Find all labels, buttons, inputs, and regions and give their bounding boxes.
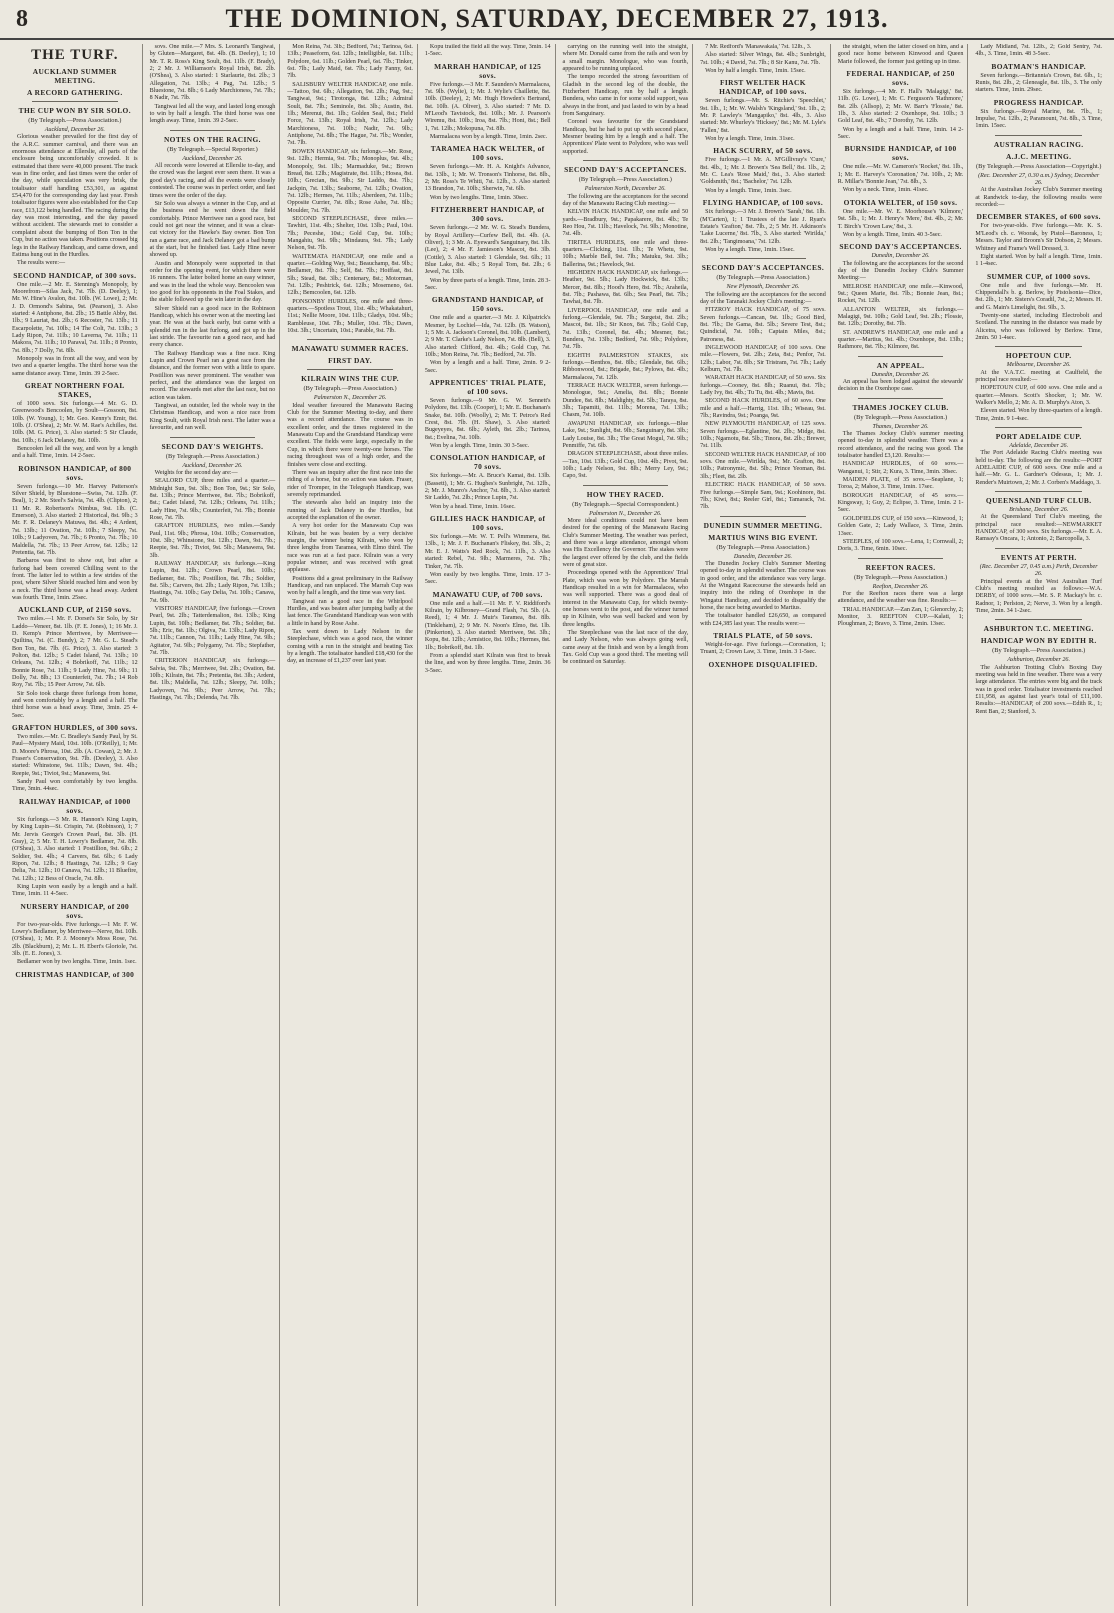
headline: TARAMEA HACK WELTER, of 100 sovs. (430, 144, 545, 163)
headline: DUNEDIN SUMMER MEETING. (703, 520, 823, 530)
byline: (By Telegraph.—Press Association.) (716, 543, 810, 551)
headline: CONSOLATION HANDICAP, of 70 sovs. (430, 453, 546, 472)
paragraph: Won by a length. Time, 1min. 31sec. (705, 136, 795, 143)
headline: MANAWATU SUMMER RACES. (291, 344, 409, 354)
paragraph: Two miles.—1 Mr. F. Dorset's Sir Solo, by Sir Laddo—Veneer, 8st. 1lb. (F. E. Jones), 1; 16 Mr. J. D. Kemp's Prince Merriwee, by Merriwee—Quiltina, 7st. (C. Bundy), 2; 7 Mr. G. L. Stead's Bon Ton, 8st. 7lb. (G. Price), 3. Also started: 3 Polton, 8st. 12lb.; 5 Cadet Island, 7st. 13lb.; 10 Orleans, 7st. 12lb.; 4 Bobrikoff, 7st. 11lb.; 12 Bonnie Rose, 7st. 11lb.; 9 Lady Hine, 7st. 9lb.; 11 Dolly, 7st. 8lb.; 13 Counterfeit, 7st. 7lb.; 14 Rob Roy, 7st. 7lb.; 15 Peer Arrow, 7st. 6lb. (12, 616, 138, 689)
paragraph: Won by two lengths. Time, 1min. 30sec. (429, 194, 529, 201)
paragraph: Seven furlongs.—2 Mr. W. G. Stead's Bundera, by Royal Artillery—Curfew Bell, 8st. 4lb. (A. Oliver), 1; 3 Mr. A. Eyeward's Sanguinary, 8st. 1lb. (Lee), 2; 4 Mr. F. Jamieson's Mascot, 8st. 3lb. (Cottle), 3. Also started: 1 Glendale, 9st. 6lb.; 11 Blue Lake, 8st. 4lb.; 5 Royal Tom, 8st. 2lb.; 6 Jewel, 7st. 13lb. (424, 225, 551, 276)
headline: GRANDSTAND HANDICAP, of 150 sovs. (431, 295, 544, 314)
paragraph: the straight, when the latter closed on him, and a good race home between Kinwood and Queen Marie followed, the former just getting up in time. (837, 44, 964, 65)
paragraph: The Steeplechase was the last race of the day, and Lady Nelson, who was always going well, came away at the finish and won by a length from Tax. Gold Cup was a good third. The meeting will be continued on Saturday. (562, 630, 689, 666)
headline: PORT ADELAIDE CUP. (995, 432, 1082, 442)
paragraph: There was an inquiry after the first race into the riding of a horse, but no action was taken. Fraser, rider of Tromper, in the Telegraph Handicap, was severely reprimanded. (287, 469, 413, 498)
headline: SECOND DAY'S ACCEPTANCES. (701, 263, 825, 273)
paragraph: From a splendid start Kilrain was first to break the line, and won by three lengths. Time, 2min. 36 3-5sec. (424, 652, 551, 674)
paragraph: SALISBURY WELTER HANDICAP, one mile.—Tattoo, 9st. 6lb.; Allegation, 9st. 2lb.; Pag, 9st.; Tangiwai, 9st.; Tirotonga, 8st. 12lb.; Admiral Soult, 8st. 7lb.; Seminole, 8st. 3lb.; Austin, 8st. 1lb.; Merenui, 8st. 1lb.; Golden Seal, 8st.; Field Force, 7st. 13lb.; Royal Irish, 7st. 12lb.; Lady Marchioness, 7st. 10lb.; Nadir, 7st. 9lb.; Antiphone, 7st. 8lb.; The Hague, 7st. 7lb.; Wonder, 7st. 7lb. (287, 81, 413, 147)
headline: SECOND DAY'S ACCEPTANCES. (564, 165, 687, 175)
paragraph: Tangiwai ran a good race in the Whirlpool Hurdles, and was beaten after jumping badly at the last fence. The Grandstand Handicap was won with a little in hand by Rose Ashe. (287, 598, 413, 627)
paragraph: ST. ANDREW'S HANDICAP, one mile and a quarter.—Martius, 9st. 4lb.; Oxenhope, 8st. 13lb.; Rathmore, 8st. 7lb.; Kilmore, 8st. (837, 329, 964, 351)
dateline: Auckland, December 26. (44, 127, 105, 133)
paragraph: TRIAL HANDICAP.—Zan Zan, 1; Glenorchy, 2; Monitor, 3. REEFTON CUP.—Kalati, 1; Ploughman, 2; Bravo, 3. Time, 2min. 13sec. (837, 606, 964, 628)
paragraph: Silver Shield ran a good race in the Robinson Handicap, which his owner won at the meeting last year. He was at the back early, but came with a splendid run in the last furlong, and got up in the last stride. The favourite ran a good race, and had every chance. (149, 305, 276, 349)
headline: GREAT NORTHERN FOAL STAKES, (24, 381, 125, 399)
paragraph: LIVERPOOL HANDICAP, one mile and a furlong.—Glendale, 9st. 7lb.; Surgeist, 8st. 2lb.; Mascot, 8st. 1lb.; Sir Knox, 8st. 7lb.; Gold Cup, 7st. 13lb.; Coronel, 8st. 4lb.; Mesmer, 8st.; Bundera, 7st. 13lb.; Bedford, 7st. 9lb.; Polydore, 7st. 7lb. (562, 307, 689, 351)
paragraph: Eight started. Won by half a length. Time, 1min. 1 1-4sec. (975, 253, 1102, 268)
dateline: Reefton, December 26. (872, 583, 929, 590)
dateline: Auckland, December 26. (182, 155, 243, 162)
dateline: Dunedin, December 26. (871, 371, 930, 378)
headline: SECOND DAY'S WEIGHTS. (161, 441, 264, 451)
headline: HOW THEY RACED. (586, 489, 664, 499)
paragraph: One mile.—Mr. W. Cameron's 'Rocket,' 8st. 1lb., 1; Mr. E. Harvey's 'Coronation,' 7st. 10lb., 2; Mr. R. Millar's 'Bonnie Jean,' 7st. 8lb., 3. (837, 164, 964, 186)
paragraph: STEEPLES, of 100 sovs.—Lena, 1; Cornwall, 2; Doris, 3. Time, 6min. 10sec. (837, 538, 964, 553)
paragraph: One mile.—Mr. W. E. Moorhouse's 'Kilmore,' 9st. 5lb., 1; Mr. J. Henry's 'Mere,' 8st. 4lb., 2; Mr. T. Birch's 'Crown Law,' 8st., 3. (837, 208, 964, 230)
paragraph: Sir Solo took charge three furlongs from home, and won comfortably by a length and a half. The third horse was a head away. Time, 3min. 25 4-5sec. (12, 690, 138, 719)
paragraph: Weights for the second day are:— (154, 469, 238, 476)
paragraph: Six furlongs.—4 Mr. F. Hall's 'Malagigi,' 8st. 11lb. (G. Lowe), 1; Mr. C. Ferguson's 'Rathmore,' 8st. 2lb. (Allsop), 2; Mr. W. Barr's 'Flossie,' 8st. 1lb., 3. Also started: 2 Oxenhope, 9st. 10lb.; 3 Gold Leaf, 8st. 4lb.; 7 Dorothy, 7st. 12lb. (837, 89, 964, 125)
paragraph: The Dunedin Jockey Club's Summer Meeting opened to-day in splendid weather. The course was in good order, and the attendance was very large. At the Wingatui Racecourse the stewards held an inquiry into the riding of Oxenhope in the Wingatui Handicap, and decided to disqualify the horse, the race being awarded to Martius. (700, 560, 826, 611)
column-rule (995, 548, 1082, 549)
paragraph: Kopu trailed the field all the way. Time, 3min. 14 1-5sec. (424, 44, 551, 58)
headline: TRIALS PLATE, of 50 sovs. (713, 630, 813, 640)
paragraph: Six furlongs.—Mr. W. T. Pell's Wimmera, 8st. 13lb., 1; Mr. J. F. Buchanan's Fliskey, 8st. 3lb., 2; Mr. E. J. Watts's Red Rock, 7st. 11lb., 3. Also started: Rebel, 7st. 9lb.; Marmeres, 7st. 7lb.; Tinker, 7st. 7lb. (424, 534, 551, 570)
paragraph: Also started: Silver Wings, 8st. 4lb.; Sunbright, 7st. 10lb.; 4 David, 7st. 7lb.; 8 Sir Kanu, 7st. 7lb. (700, 52, 826, 66)
paragraph: One mile.—2 Mr. E. Stenning's Monopoly, by Moorefrom—Silas Jack, 7st. 7lb. (D. Deeley), 1; Mr. W. Hine's Avalon, 8st. 10lb. (W. Lowe), 2; Mr. J. D. Ormond's Sabina, 9st. (Pearson), 3. Also started: 4 Antiphone, 8st. 2lb.; 15 Battle Abby, 8st. 1lb.; 9 Lauriat, 8st. 2lb.; 6 Recoster, 7st. 13lb.; 11 Escarpolette, 7st. 10lb.; 14 The Colt, 7st. 13lb.; 3 Lady Ripon, 7st. 11lb.; 10 Laverna, 7st. 11lb.; 11 Makora, 7st. 11lb.; 10 Paraval, 7st. 11lb.; 8 Pronto, 7st. 8lb.; 7 Dolly, 7st. 8lb. (12, 281, 138, 354)
paragraph: Won by a length. Time, 1min. 30 3-5sec. (429, 443, 530, 450)
paragraph: Lady Midland, 7st. 12lb., 2; Gold Sentry, 7st. 4lb., 3. Time, 1min. 48 3-5sec. (975, 44, 1102, 58)
paragraph: Six furlongs.—3 Mr. J. Brown's 'Sarah,' 8st. 1lb. (M'Carten), 1; 1 Trustees of the late J. Ryan's Estate's 'Grafton,' 8st. 7lb., 2; 5 Mr. H. Atkinson's 'Lake Lucerne,' 8st. 7lb., 3. Also started: 'Wirilda,' 8st. 2lb.; 'Tangimoana,' 7st. 12lb. (700, 209, 826, 245)
paragraph: NEW PLYMOUTH HANDICAP, of 125 sovs. Seven furlongs.—Eglantine, 9st. 2lb.; Midge, 8st. 10lb.; Ngamotu, 8st. 5lb.; Tinora, 8st. 2lb.; Brewer, 7st. 11lb. (700, 421, 826, 450)
headline: CHRISTMAS HANDICAP, of 300 (15, 969, 135, 979)
paragraph: 7 Mr. Redford's 'Manawakala,' 7st. 12lb., 3. (705, 44, 812, 50)
paragraph: SECOND WELTER HACK HANDICAP, of 100 sovs. One mile.—Wirilda, 9st.; Mr. Grafton, 8st. 10lb.; Patronymic, 8st. 5lb.; Prince Yeoman, 8st. 3lb.; Fleet, 8st. 2lb. (700, 451, 826, 480)
paragraph: For two-year-olds. Five furlongs.—1 Mr. F. W. Lowry's Bedlamer, by Merriwee—Nerve, 8st. 10lb. (O'Shea), 1; Mr. P. J. Mooney's Moss Rose, 7st. 2lb. (Blackburn), 2; Mr. L. H. Ebert's Gloriole, 7st. 3lb. (E. E. Jones), 3. (12, 921, 138, 957)
paragraph: MAIDEN PLATE, of 35 sovs.—Seaplane, 1; Toroa, 2; Mahoe, 3. Time, 1min. 17sec. (837, 477, 964, 491)
dateline: (Rec. December 27, 0.45 a.m.) Perth, December 26. (979, 563, 1098, 578)
headline: EVENTS AT PERTH. (1000, 552, 1077, 562)
paragraph: The Thames Jockey Club's summer meeting opened to-day in splendid weather. There was a record attendance, and the racing was good. The totalisator handled £3,120. Results:— (837, 431, 964, 460)
paragraph: Positions did a great preliminary in the Railway Handicap, and ran unplaced. The Marrah Cup was won by half a length, and the time was very fast. (287, 575, 413, 597)
paragraph: The results were:— (17, 260, 66, 267)
headline: OTOKIA WELTER, of 150 sovs. (843, 197, 958, 207)
paragraph: FITZROY HACK HANDICAP, of 75 sovs. Seven furlongs.—Cancan, 9st. 1lb.; Good Bird, 8st. 7lb.; De Gama, 8st. 5lb.; Severe Test, 8st.; Quindicial, 7st. 10lb.; Captain Miles, 8st.; Patroness, 8st. (700, 307, 826, 343)
headline: A RECORD GATHERING. (27, 88, 123, 97)
masthead (0, 0, 1114, 40)
paragraph: INGLEWOOD HANDICAP, of 100 sovs. One mile.—Flowers, 9st. 2lb.; Zeta, 8st.; Penfor, 7st. 12lb.; Labor, 7st. 8lb.; Sir Tristram, 7st. 7lb.; Lady Kelburn, 7st. 7lb. (700, 344, 826, 373)
paragraph: VISITORS' HANDICAP, five furlongs.—Crown Pearl, 9st. 2lb.; Tatterdemalion, 8st. 13lb.; King Lupin, 8st. 10lb.; Bedlamer, 8st. 7lb.; Soldier, 8st. 5lb.; Eric, 8st. 1lb.; Olgiva, 7st. 13lb.; Lady Ripon, 7st. 11lb.; Cannon, 7st. 11lb.; Lady Hine, 7st. 9lb.; Agitator, 7st. 9lb.; Polygamy, 7st. 7lb.; Stepfather, 7st. 7lb. (149, 606, 276, 657)
paragraph: Six furlongs.—3 Mr. R. Hannon's King Lupin, by King Lupin—St. Crispin, 7st. (Robinson), 1; 7 Mr. Jervis George's Crown Pearl, 8st. 3lb. (H. Gray), 2; 5 Mr. T. H. Lowry's Bedlamer, 7st. 8lb. (O'Shea), 3. Also started: 1 Postillion, 9st. 6lb.; 2 Soldier, 9st. 4lb.; 4 Carvers, 8st. 6lb.; 6 Lady Ripon, 7st. 12lb.; 8 Hastings, 7st. 12lb.; 9 Gay Delia, 7st. 12lb.; 10 Canava, 7st. 12lb.; 11 Bluefire, 7st. 12lb.; 12 Bess of Oracle, 7st. 8lb. (12, 816, 138, 882)
column-rule (170, 437, 256, 438)
paragraph: Won by a head. Time, 1min. 16sec. (429, 503, 516, 510)
paragraph: Won by a neck. Time, 1min. 41sec. (842, 187, 929, 194)
paragraph: The Ashburton Trotting Club's Boxing Day meeting was held in fine weather. There was a very large attendance. The entries were big and the track was in good order. Totalisator investments reached £11,958, as against last year's total of £11,100. Results:—HANDICAP, of 200 sovs.—Edith R., 1; Rent Ban, 2; Stanford, 3. (975, 664, 1102, 715)
headline: AN APPEAL. (876, 360, 925, 370)
paragraph: BOROUGH HANDICAP, of 45 sovs.—Kingsway, 1; Guy, 2; Eclipse, 3. Time, 1min. 2 1-5sec. (837, 492, 964, 514)
column-rule (995, 135, 1082, 136)
headline: NOTES ON THE RACING. (163, 134, 261, 144)
paragraph: Tax went down to Lady Nelson in the Steeplechase, which was a good race, the winner coming with a run in the straight and beating Tax by a length. The totalisator handled £18,430 for the day, an increase of £1,237 over last year. (287, 629, 413, 665)
paragraph: The totalisator handled £26,650, as compared with £24,385 last year. The results were:— (700, 613, 826, 627)
paragraph: More ideal conditions could not have been desired for the opening of the Manawatu Racing Club's Summer Meeting. The weather was perfect, and there was a large attendance, amongst whom was His Excellency the Governor. The stakes were the largest ever offered by the club, and the fields were of great size. (562, 517, 689, 568)
paragraph: RAILWAY HANDICAP, six furlongs.—King Lupin, 8st. 12lb.; Crown Pearl, 8st. 10lb.; Bedlamer, 8st. 7lb.; Postillion, 8st. 7lb.; Soldier, 8st. 5lb.; Carvers, 8st. 2lb.; Lady Ripon, 7st. 13lb.; Hastings, 7st. 10lb.; Gay Delia, 7st. 10lb.; Canava, 7st. 9lb. (149, 560, 276, 604)
headline: GRAFTON HURDLES, of 300 sovs. (12, 723, 138, 733)
paragraph: Bedlamer won by two lengths. Time, 1min. 1sec. (17, 959, 137, 966)
headline: KILRAIN WINS THE CUP. (301, 374, 399, 384)
dateline: Palmerston N., December 26. (313, 395, 387, 402)
paragraph: ELECTRIC HACK HANDICAP, of 50 sovs. Five furlongs.—Simple Sam, 9st.; Koohinore, 8st. 7lb.; Kiwi, 8st.; Reeler Girl, 8st.; Tamarack, 7st. 7lb. (700, 482, 826, 511)
dateline: (Rec. December 27, 0.30 a.m.) Sydney, December 26. (978, 172, 1100, 187)
headline: BURNSIDE HANDICAP, of 100 sovs. (844, 144, 957, 163)
paragraph: Weight-for-age. Five furlongs.—Coronation, 1; Truant, 2; Crown Law, 3. Time, 1min. 3 1-5sec. (700, 641, 826, 656)
paragraph: Won by a length and a half. Time, 1min. 14 2-5sec. (837, 126, 964, 141)
headline: MARTIUS WINS BIG EVENT. (708, 532, 818, 542)
byline: (By Telegraph.—Press Association—Copyright.) (975, 162, 1102, 170)
column-8 (971, 44, 1106, 1606)
column-rule (32, 101, 118, 102)
headline: AUCKLAND CUP, of 2150 sovs. (18, 605, 132, 615)
paragraph: SECOND HACK HURDLES, of 60 sovs. One mile and a half.—Harrig, 11st. 1lb.; Wiseau, 9st. 7lb.; Ravindra, 9st.; Poanga, 9st. (700, 398, 826, 420)
dateline: Palmerston N., December 26. (589, 510, 662, 517)
paragraph: EIGHTH PALMERSTON STAKES, six furlongs.—Benthos, 8st. 8lb.; Glendale, 8st. 6lb.; Ribbonwood, 8st.; Brigade, 8st.; Pylows, 8st. 4lb.; Marmalacea, 7st. 12lb. (562, 352, 689, 381)
headline: MANAWATU CUP, of 700 sovs. (432, 589, 543, 599)
paragraph: SECOND STEEPLECHASE, three miles.—Tawhiri, 11st. 4lb.; Shelter, 10st. 13lb.; Paul, 10st. 7lb.; Peceshe, 10st.; Gold Cup, 9st. 10lb.; Mangahiu, 9st. 9lb.; Mindaura, 9st. 7lb.; Lady Nelson, 9st. 7lb. (287, 215, 413, 252)
headline: RAILWAY HANDICAP, of 1000 sovs. (19, 796, 131, 815)
paragraph: DRAGON STEEPLECHASE, about three miles.—Tax, 10st. 13lb.; Gold Cup, 10st. 4lb.; Pivot, 9st. 10lb.; Lady Nelson, 9st. 8lb.; Merry Ley, 9st.; Capo, 9st. (562, 451, 689, 480)
paragraph: Monopoly was in front all the way, and won by two and a quarter lengths. The third horse was the same distance away. Time, 1min. 39 2-5sec. (12, 355, 138, 377)
paragraph: Seven furlongs.—Mr. S. Ritchie's 'Speechlet,' 9st. 1lb., 1; Mr. W. Walsh's 'Kingsland,' 9st. 1lb., 2; Mr. P. Lawley's 'Mangapiko,' 8st. 4lb., 3. Also started: Mr. Whurley's 'Hicksey,' 8st.; Mr. M. Lyle's 'Fallen,' 8st. (700, 98, 826, 134)
paragraph: Five furlongs.—3 Mr. F. Saunders's Marmalacea, 7st. 9lb. (Wylie), 1; Mr. J. Wylie's Chaillette, 8st. 10lb. (Deeley), 2; Mr. Hugh Howden's Bertrand, 8st. 10lb. (A. Oliver), 3. Also started: 7 Mr. D. M'Leod's Tavistock, 8st. 10lb.; Mr. J. Pearson's Wiremu, 8st. 10lb.; Iroa, 8st. 7lb.; Honi, 8st.; Bell 1, 7st. 12lb.; Mokopuna, 7st. 8lb. (424, 81, 551, 132)
paragraph: KELVIN HACK HANDICAP, one mile and 50 yards.—Bradbury, 9st.; Papakarere, 8st. 4lb.; Te Reo Hou, 7st. 11lb.; Havelock, 7st. 9lb.; Monotine, 7st. 4lb. (562, 209, 689, 238)
paragraph: All records were lowered at Ellerslie to-day, and the crowd was the largest ever seen there. It was a good day's racing, and all the events were closely contested. The course was in perfect order, and fast times were the order of the day. (149, 163, 276, 199)
paragraph: One mile and a half.—11 Mr. F. V. Riddiford's Kilrain, by Kilbroney—Grand Flash, 7st. 5lb. (A. Reed), 1; 4 Mr. J. Muir's Taramea, 8st. 8lb. (Tinkleham), 2; 9 Mr. N. Noon's Elmo, 8st. 1lb. (Pinkerton), 3. Also started: Merriwee, 9st. 3lb.; Kopu, 8st. 12lb.; Armistice, 8st. 10lb.; Hermes, 8st. 1lb.; Bobrikoff, 8st. 1lb. (424, 600, 551, 651)
paragraph: BOWEN HANDICAP, six furlongs.—Mr. Rose, 9st. 12lb.; Hermia, 9st. 7lb.; Monoplus, 9st. 4lb.; Monopoly, 9st. 1lb.; Marmaduke, 9st.; Brown Bread, 8st. 12lb.; Magistrate, 8st. 11lb.; Hosea, 8st. 10lb.; Grecian, 8st. 9lb.; Sir Laddo, 8st. 7lb.; Jackpin, 7st. 13lb.; Seaborne, 7st. 12lb.; Ovation, 7st. 12lb.; Hermes, 7st. 11lb.; Aberdeen, 7st. 11lb.; Opposite Currier, 7st. 8lb.; Rose Ashe, 7st. 8lb.; Moulder, 7st. 7lb. (287, 148, 413, 214)
byline: (By Telegraph.—Press Association.) (578, 176, 672, 184)
paper-title: THE DOMINION, SATURDAY, DECEMBER 27, 1913. (225, 4, 889, 33)
paragraph: One mile and five furlongs.—Mr. H. Chippendall's b. g. Berlow, by Pistolsonia—Dice, 8st. 2lb., 1; Mr. Sisters's Coradil, 7st., 2; Messrs. H. and G. Main's Limelight, 8st. 9lb., 3. (975, 282, 1102, 311)
headline: FLYING HANDICAP, of 100 sovs. (702, 198, 824, 208)
paragraph: Sandy Paul won comfortably by two lengths. Time, 3min. 44sec. (12, 779, 138, 793)
dateline: Thames, December 26. (872, 423, 929, 430)
paragraph: Tangiwai led all the way, and lasted long enough to win by half a length. The third horse was one length away. Time, 1min. 39 2-5sec. (149, 103, 276, 125)
column-rule (583, 485, 669, 486)
paragraph: TIRITEA HURDLES, one mile and three-quarters.—Clicking, 11st. 1lb.; Te Whetu, 9st. 10lb.; Marble Bell, 9st. 7lb.; Matuku, 9st. 3lb.; Ballerina, 9st.; Havelock, 9st. (562, 239, 689, 268)
headline: PROGRESS HANDICAP. (993, 97, 1084, 107)
paragraph: Ideal weather favoured the Manawatu Racing Club for the Summer Meeting to-day, and there was a record attendance. The course was in excellent order, and the times registered in the Manawatu Cup and the Grandstand Handicap were excellent. The fields were large, especially in the Cup, in which there were twenty-one horses. The racing throughout was of a high order, and the finishes were close and exciting. (287, 402, 413, 468)
byline: (By Telegraph.—Press Association.) (853, 413, 948, 421)
column-rule (720, 516, 806, 517)
paragraph: of 1000 sovs. Six furlongs.—4 Mr. G. D. Greenwood's Bencoolen, by Soult—Gossoon, 8st. 10lb. (W. Young), 1; Mr. Geo. Kenny's Emir, 8st. 10lb. (J. O'Shea), 2; Mr. W. M. Rae's Achilles, 8st. 10lb. (M. G. Price), 3. Also started: 5 Sir Claude, 8st. 10lb.; 6 Jack Delaney, 8st. 10lb. (12, 401, 138, 444)
headline: REEFTON RACES. (865, 562, 936, 572)
paragraph: Two miles.—Mr. C. Bradley's Sandy Paul, by St. Paul—Mystery Maid, 10st. 10lb. (O'Reilly), 1; Mr. D. Moore's Phrosa, 10st. 2lb. (A. Cowan), 2; Mr. J. Fraser's Conservation, 9st. 7lb. (Deeley), 3. Also started: Whinstone, 9st. 11lb.; Dawn, 9st. 4lb.; Reepie, 9st.; Tiviot, 9st.; Manawera, 9st. (12, 734, 138, 777)
column-rule (307, 339, 393, 340)
column-rule (170, 130, 256, 131)
paragraph: Mon Reina, 7st. 3lb.; Bedford, 7st.; Tarinoa, 6st. 13lb.; Peaseform, 6st. 12lb.; Intelligible, 6st. 11lb.; Polydore, 6st. 11lb.; Golden Pearl, 6st. 7lb.; Tinker, 6st. 7lb.; Lady Maid, 6st. 7lb.; Lady Fanny, 6st. 7lb. (287, 44, 413, 80)
column-6 (696, 44, 831, 1606)
headline: SECOND HANDICAP, of 300 sovs. (13, 270, 137, 280)
column-rule (995, 427, 1082, 428)
paragraph: Won by a length and a half. Time, 2min. 9 2-5sec. (424, 360, 551, 374)
byline: (By Telegraph.—Press Association.) (992, 647, 1086, 655)
paragraph: Austin and Monopoly were supported in that order for the opening event, for which there were 16 runners. The latter bolted home an easy winner, and was in the lead the whole way. Bencoolen was too good for his opponents in the Foal Stakes, and the stable followed up the win later in the day. (149, 260, 276, 304)
column-rule (720, 258, 806, 259)
paragraph: Won by three parts of a length. Time, 1min. 28 3-5sec. (424, 277, 551, 291)
column-2 (146, 44, 281, 1606)
paragraph: The following are the acceptances for the second day of the Dunedin Jockey Club's Summer Meeting:— (837, 260, 964, 282)
headline: BOATMAN'S HANDICAP. (991, 61, 1087, 71)
paragraph: WAITEMATA HANDICAP, one mile and a quarter.—Golding Way, 9st.; Beauchamp, 8st. 9lb.; Bedlamer, 8st. 7lb.; Self, 8st. 7lb.; Hoiffast, 8st. 5lb.; Stead, 8st. 3lb.; Centenary, 8st.; Motorman, 7st. 12lb.; Peshtrick, 6st. 12lb.; Mosemeno, 6st. 12lb.; Bemcoolen, 6st. 12lb. (287, 253, 413, 297)
paragraph: Tangiwai, an outsider, led the whole way in the Christmas Handicap, and won a nice race from King Soult, with Royal Irish next. The latter was a favourite, and ran well. (149, 403, 276, 432)
paragraph: HOPETOUN CUP, of 600 sovs. One mile and a quarter.—Messrs. Scott's Shocker, 1; Mr. W. Walker's Mello, 2; Mr. A. D. Murphy's Aton, 3. (975, 385, 1102, 406)
headline: AUSTRALIAN RACING. (993, 139, 1084, 149)
paragraph: Marmalacea won by a length. Time, 1min. 2sec. (429, 134, 548, 141)
paragraph: Eleven started. Won by three-quarters of a length. Time, 2min. 9 1-4sec. (975, 408, 1102, 422)
paragraph: HANDICAP HURDLES, of 60 sovs.—Wanganui, 1; Stir, 2; Kura, 3. Time, 3min. 38sec. (837, 461, 964, 475)
paragraph: MELROSE HANDICAP, one mile.—Kinwood, 9st.; Queen Marie, 8st. 7lb.; Bonnie Jean, 8st.; Rocket, 7st. 12lb. (837, 283, 964, 305)
column-3 (283, 44, 418, 1606)
paragraph: Barbaros was first to show out, but after a furlong had been covered Chilling went to the front. The latter led to within a few strides of the post, where Silver Shield reached him and won by a neck. The third horse was a head away. Ardent was fourth. Time, 1min. 25sec. (12, 558, 138, 601)
byline: (By Telegraph.—Special Reporter.) (167, 145, 258, 153)
dateline: Brisbane, December 26. (1009, 507, 1069, 514)
paragraph: The Port Adelaide Racing Club's meeting was held to-day. The following are the results:—PORT ADELAIDE CUP, of 600 sovs. One mile and a half.—Mr. G. L. Gardner's Odessus, 1; Mr. J. Render's Muirtown, 2; Mr. J. Corben's Maddago, 3. (975, 450, 1102, 486)
section-heading: THE TURF. (31, 47, 119, 63)
byline: (By Telegraph.—Special Correspondent.) (572, 500, 679, 508)
paragraph: The stewards also held an inquiry into the running of Jack Delaney in the Hurdles, but accepted the explanation of the owner. (287, 500, 413, 521)
paragraph: Proceedings opened with the Apprentices' Trial Plate, which was won by Polydore. The Marrah Handicap resulted in a win for Marmalacea, who was well supported. There was a good deal of interest in the Manawatu Cup, for which twenty-one horses went to the post, and the winner turned up in Kilrain, who was well backed and won by three lengths. (562, 570, 689, 628)
headline: MARRAH HANDICAP, of 125 sovs. (434, 61, 542, 80)
paragraph: GOLDFIELDS CUP, of 150 sovs.—Kinwood, 1; Golden Gate, 2; Lady Wallace, 3. Time, 2min. 13sec. (837, 515, 964, 537)
paragraph: Won easily by two lengths. Time, 1min. 17 3-5sec. (424, 571, 551, 586)
paragraph: AWAPUNI HANDICAP, six furlongs.—Blue Lake, 9st.; Sunlight, 8st. 9lb.; Sanguinary, 8st. 3lb.; Lady Louise, 8st. 3lb.; The Great Mogul, 7st. 9lb.; Penmiffe, 7st. 6lb. (562, 420, 689, 449)
paragraph: At the Australian Jockey Club's Summer meeting at Randwick to-day, the following results were recorded:— (975, 187, 1102, 209)
paragraph: sovs. One mile.—7 Mrs. S. Leonard's Tangiwai, by Gluten—Margaret, 8st. 4lb. (B. Deeley), 1; 10 Mr. T. R. Ross's King Soult, 8st. 11lb. (F. Brady), 2; 2 Mr. J. Williamson's Royal Irish, 8st. 2lb. (O'Shea), 3. Also started: 1 Starlaurie, 8st. 2lb.; 3 Allegation, 7st. 13lb.; 4 Pag, 7st. 12lb.; 5 Bluestone, 7st. 8lb.; 6 Lady Marchioness, 7st. 7lb.; 8 Nadir, 7st. 7lb. (149, 44, 276, 102)
dateline: Auckland, December 26. (182, 462, 243, 469)
column-rule (583, 160, 669, 161)
dateline: New Plymouth, December 26. (726, 284, 800, 291)
paragraph: A very hot order for the Manawatu Cup was Kilrain, but he was beaten by a very decisive margin, the winner being Kilrain, who won by three lengths from Taramea, with Elmo third. The race was run at a fast pace. Kilrain was a very popular winner, and was received with great applause. (287, 523, 413, 574)
paragraph: Seven furlongs.—Mr. H. A. Knight's Advance, 8st. 13lb., 1; Mr. W. Tronson's Tinhorse, 8st. 8lb., 2; Mr. Ross's Te Whiti, 7st. 12lb., 3. Also started: 13 Brandon, 7st. 10lb.; Sherwin, 7st. 6lb. (424, 164, 551, 193)
byline: (By Telegraph.—Press Association.) (165, 452, 260, 460)
paragraph: The Railway Handicap was a fine race. King Lupin and Crown Pearl ran a great race from the distance, and the former won with a little to spare. Postillion was never prominent. The weather was perfect, and the attendance was the largest on record. The stewards met after the last race, but no action was taken. (149, 350, 276, 401)
headline: OXENHOPE DISQUALIFIED. (708, 659, 818, 669)
paragraph: HIGHDEN HACK HANDICAP, six furlongs.—Heather, 9st. 5lb.; Lady Hockwick, 8st. 13lb.; Mercer, 8st. 8lb.; Hood's Hero, 8st. 7lb.; Araheila, 8st. 7lb.; Pashawa, 8st. 6lb.; Sea Pearl, 8st. 7lb.; Tawhai, 8st. 7lb. (562, 269, 689, 306)
page-number: 8 (16, 6, 28, 32)
column-rule (995, 619, 1082, 620)
paragraph: For two-year-olds. Five furlongs.—Mr. K. S. M'Leod's ch. c. Woorak, by Pistol—Baroness, 1; Messrs. Taylor and Broom's Sir Dobson, 2; Messrs. Whitney and Frame's Well Dressed, 3. (975, 223, 1102, 252)
column-rule (995, 491, 1082, 492)
column-rule (858, 558, 944, 559)
dateline: Ashburton, December 26. (1007, 657, 1070, 664)
headline: THE CUP WON BY SIR SOLO. (18, 106, 131, 115)
paragraph: For the Reefton races there was a large attendance, and the weather was fine. Results:— (837, 590, 964, 605)
dateline: Adelaide, December 26. (1009, 443, 1069, 450)
paragraph: PONSONBY HURDLES, one mile and three-quarters.—Spotless Trout, 11st. 4lb.; Whakatahuri, 11st.; Nellie Moore, 10st. 11lb.; Gladys, 10st. 9lb.; Rambleuse, 10st. 7lb.; Muller, 10st. 7lb.; Dawn, 10st. 3lb.; Uncertain, 10st.; Parable, 9st. 7lb. (287, 298, 413, 335)
byline: (By Telegraph.—Press Association.) (716, 274, 810, 282)
headline: FEDERAL HANDICAP, of 250 sovs. (846, 69, 955, 88)
paragraph: Six furlongs.—Mr. A. Bruce's Kamai, 8st. 13lb. (Bassett), 1; Mr. G. Hughes's Sunbright, 7st. 12lb., 2; Mr. J. Munro's Anchor, 7st. 8lb., 3. Also started: Sir Laddo, 7st. 2lb.; Prince Lupin, 7st. (424, 473, 551, 502)
column-rule (307, 369, 393, 370)
paragraph: One mile and a quarter.—3 Mr. J. Kilpatrick's Mesmer, by Lochiel—Ida, 7st. 12lb. (B. Watson), 1; 5 Mr. A. Jackson's Coronel, 8st. 10lb. (Lambert), 2; 9 Mr. T. Clarke's Lady Nelson, 7st. 8lb. (Bell), 3. Also started: Clifford, 8st. 4lb.; Gold Cup, 7st. 10lb.; Mon Reina, 7st. 7lb.; Bedford, 7st. 7lb. (424, 315, 551, 358)
paragraph: The tempo recorded the strong favouritism of Gladish in the second leg of the double, the Fitzherbert Handicap, run by half a length. Bundera, who came in for some solid support, was always in the front, and just lasted to win by a head from Sanguinary. (562, 74, 689, 118)
column-5 (559, 44, 694, 1606)
headline: HANDICAP WON BY EDITH R. (980, 636, 1097, 646)
paragraph: The following are the acceptances for the second day of the Taranaki Jockey Club's meeting:— (700, 291, 826, 305)
paragraph: Won by a length. Time, 1min. 40 3-5sec. (842, 231, 942, 238)
dateline: Dunedin, December 26. (871, 253, 930, 260)
headline: A.J.C. MEETING. (1006, 151, 1072, 161)
dateline: Melbourne, December 26. (1006, 362, 1071, 369)
headline: HACK SCURRY, of 50 sovs. (713, 146, 813, 156)
paragraph: Bencoolen led all the way, and won by a length and a half. Time, 1min. 14 2-5sec. (12, 446, 138, 460)
headline: SECOND DAY'S ACCEPTANCES. (839, 242, 962, 252)
paragraph: At the V.A.T.C. meeting at Caulfield, the principal race resulted:— (975, 369, 1102, 383)
paragraph: Twenty-one started, including Electrobolt and Scotland. The running in the distance was made by Alicetra, who was followed by Berlow. Time, 2min. 50 1-4sec. (975, 312, 1102, 341)
paragraph: Glorious weather prevailed for the first day of the A.R.C. summer carnival, and there was an enormous attendance at Ellerslie, all parts of the enclosure being uncomfortably crowded. It is estimated that there were 40,000 present. The track was in fine order, and fast times were the order of the day, while speculation was very brisk, the totalisator staff handling £53,301, as against £54,470 for the corresponding day last year. Fresh totalisator figures were also established for the Cup race, £13,122 being handled. The racing during the day was most interesting, and the day passed without accident. The stewards met to consider a complaint about the bumping of Bon Ton in the Cup, but no action was taken. Positions crossed big legs in the Railway Handicap, and came down, and Estima hung out in the Hurdles. (12, 134, 138, 258)
headline: NURSERY HANDICAP, of 200 sovs. (20, 901, 130, 920)
paragraph: TERRACE HACK WELTER, seven furlongs.—Monologue, 9st.; Amelia, 8st. 8lb.; Bonnie Dundee, 8st. 8lb.; Maldighty, 8st. 5lb.; Taraya, 8st. 3lb.; Tapamiti, 8st. 11lb.; Morena, 7st. 13lb.; Chasm, 7st. 10lb. (562, 383, 689, 419)
paragraph: Seven furlongs.—9 Mr. G. W. Sennett's Polydore, 8st. 13lb. (Cooper), 1; Mr. E. Buchanan's Snake, 8st. 10lb. (Woolly), 2; Mr. T. Peirce's Red Crest, 8st. 7lb. (H. Shaw), 3. Also started: Bugeyeyes, 8st. 6lb.; Ayleth, 8st. 2lb.; Tarinoa, 8st.; Evelina, 7st. 10lb. (424, 398, 551, 441)
headline: APPRENTICES' TRIAL PLATE, of 100 sovs. (429, 378, 547, 396)
paragraph: WARATAH HACK HANDICAP, of 50 sovs. Six furlongs.—Cooney, 8st. 8lb.; Ruanui, 8st. 7lb.; Lady Ivy, 8st. 4lb.; Tu Tu, 8st. 4lb.; Mavis, 8st. (700, 375, 826, 397)
headline: GILLIES HACK HANDICAP, of 100 sovs. (430, 514, 546, 533)
column-4 (421, 44, 556, 1606)
paragraph: carrying on the running well into the straight, where Mr. Donald came from the rails and won by a small margin. Monologue, who was fourth, appeared to be running unplaced. (562, 44, 689, 73)
byline: (By Telegraph.—Press Association.) (853, 573, 948, 581)
column-7 (834, 44, 969, 1606)
paragraph: CRITERION HANDICAP, six furlongs.—Salvia, 9st. 7lb.; Merriwee, 9st. 2lb.; Ovation, 8st. 10lb.; Kilrain, 8st. 7lb.; Pretentia, 8st. 3lb.; Ardent, 8st. 1lb.; Maldella, 7st. 12lb.; Sleepy, 7st. 10lb.; Ladyoven, 7st. 9lb.; Peer Arrow, 7st. 7lb.; Hastings, 7st. 7lb.; Delenda, 7st. 7lb. (149, 658, 276, 702)
headline: SUMMER CUP, of 1000 sovs. (987, 271, 1091, 281)
headline: QUEENSLAND TURF CLUB. (985, 496, 1092, 506)
dateline: Palmerston North, December 26. (584, 186, 666, 193)
paragraph: At the Queensland Turf Club's meeting, the principal race resulted:—NEWMARKET HANDICAP, of 300 sovs. Six furlongs.—Mr. E. A. Ramsay's Oncara, 1; Antonio, 2; Barcopolla, 3. (975, 514, 1102, 543)
paragraph: Seven furlongs.—Britannia's Crown, 8st. 6lb., 1; Runis, 8st. 2lb., 2; Gleneagle, 8st. 1lb., 3. The only starters. Time, 1min. 29sec. (975, 72, 1102, 94)
paragraph: An appeal has been lodged against the stewards' decision in the Oxenhope case. (837, 379, 964, 393)
headline: HOPETOUN CUP. (1005, 351, 1072, 361)
headline: THAMES JOCKEY CLUB. (852, 402, 949, 412)
paragraph: Six furlongs.—Royal Marine, 8st. 7lb., 1; Impulse, 7st. 12lb., 2; Paramount, 7st. 8lb., 3. Time, 1min. 15sec. (975, 108, 1102, 130)
paragraph: The following are the acceptances for the second day of the Manawatu Racing Club meeting:— (562, 193, 689, 207)
column-1 (8, 44, 143, 1606)
byline: (By Telegraph.—Press Association.) (303, 385, 397, 393)
paragraph: Five furlongs.—1 Mr. A. M'Gillivray's 'Cure,' 8st. 4lb., 1; Mr. J. Brown's 'Sea Bell,' 8st. 1lb., 2; Mr. C. Lea's 'Rose Maid,' 8st., 3. Also started: 'Goldsmith,' 8st.; 'Bachelor,' 7st. 12lb. (700, 157, 826, 186)
paragraph: Won by half a length. Time, 1min. 15sec. (705, 68, 806, 75)
headline: AUCKLAND SUMMER MEETING. (32, 67, 117, 85)
paragraph: GRAFTON HURDLES, two miles.—Sandy Paul, 11st. 9lb.; Phrosa, 10st. 10lb.; Conservation, 10st. 3lb.; Whinstone, 9st. 12lb.; Dawn, 9st. 7lb.; Reepie, 9st. 7lb.; Tiviot, 9st. 5lb.; Manawera, 9st. 3lb. (149, 523, 276, 559)
column-rule (995, 346, 1082, 347)
paragraph: Won by a length. Time, 1min. 3sec. (705, 187, 792, 194)
dateline: Dunedin, December 26. (733, 553, 793, 560)
column-rule (858, 398, 944, 399)
paragraph: SEALORD CUP, three miles and a quarter.—Midnight Sun, 9st. 3lb.; Bon Ton, 9st.; Sir Solo, 8st. 13lb.; Prince Merriwee, 8st. 7lb.; Bobrikoff, 8st.; Cadet Island, 7st. 12lb.; Orleans, 7st. 11lb.; Lady Hine, 7st. 9lb.; Counterfeit, 7st. 7lb.; Bonnie Rose, 7st. 7lb. (149, 478, 276, 521)
byline: (By Telegraph.—Press Association.) (28, 117, 122, 124)
paragraph: Seven furlongs.—10 Mr. Harvey Patterson's Silver Shield, by Bluestone—Swiss, 7st. 12lb. (F. Beal), 1; 2 Mr. Steel's Salvia, 7st. 4lb. (Clipton), 2; 11 Mr. R. Robertson's Nimbus, 9st. 1lb. (C. Emerson), 3. Also started: 2 Historical, 8st. 9lb.; 3 Mr. F. R. Delaney's Matuwa, 8st. 4lb.; 4 Ardent, 7st. 13lb.; 11 Ovation, 7st. 10lb.; 7 Sleepy, 7st. 10lb.; 9 Ladyoven, 7st. 7lb.; 6 Pronto, 7st. 7lb.; 10 Maldella, 7st. 7lb.; 13 Peer Arrow, 6st. 12lb.; 12 Pretentia, 6st. 7lb. (12, 483, 138, 556)
newspaper-columns (8, 44, 1106, 1606)
headline: FIRST DAY. (328, 356, 373, 366)
column-rule (858, 356, 944, 357)
headline: ROBINSON HANDICAP, of 800 sovs. (18, 463, 132, 482)
headline: FIRST WELTER HACK HANDICAP, of 100 sovs. (719, 78, 807, 97)
headline: FITZHERBERT HANDICAP, of 300 sovs. (430, 205, 545, 224)
paragraph: Won by a length. Time, 1min. 15sec. (705, 246, 795, 253)
paragraph: King Lupin won easily by a length and a half. Time, 1min. 11 4-5sec. (12, 883, 138, 898)
paragraph: Coronel was favourite for the Grandstand Handicap, but he had to put up with second place, Mesmer beating him by a length and a half. The Apprentices' Plate went to Polydore, who was well supported. (562, 119, 689, 155)
paragraph: ALLANTON WELTER, six furlongs.—Malagigi, 9st. 10lb.; Gold Leaf, 9st. 2lb.; Flossie, 8st. 12lb.; Dorothy, 8st. 7lb. (837, 306, 964, 328)
headline: ASHBURTON T.C. MEETING. (983, 624, 1094, 634)
paragraph: Principal events at the West Australian Turf Club's meeting resulted as follows:—W.A. DERBY, of 1000 sovs.—Mr. S. P. Mackay's br. c. Radnor, 1; Perlston, 2; Nerve, 3. Won by a length. Time, 2min. 34 1-2sec. (975, 578, 1102, 614)
headline: DECEMBER STAKES, of 600 sovs. (976, 212, 1101, 222)
paragraph: Sir Solo was always a winner in the Cup, and at the business end he went down the field comfortably. Prince Merriwee ran a good race, but could not get near the winner, and it was a clear-cut victory for the Hawke's Bay owner. Bon Ton ran a game race, and Jack Delaney got a bad bump at the start, but he finished fast. Lady Hine never showed up. (149, 200, 276, 259)
